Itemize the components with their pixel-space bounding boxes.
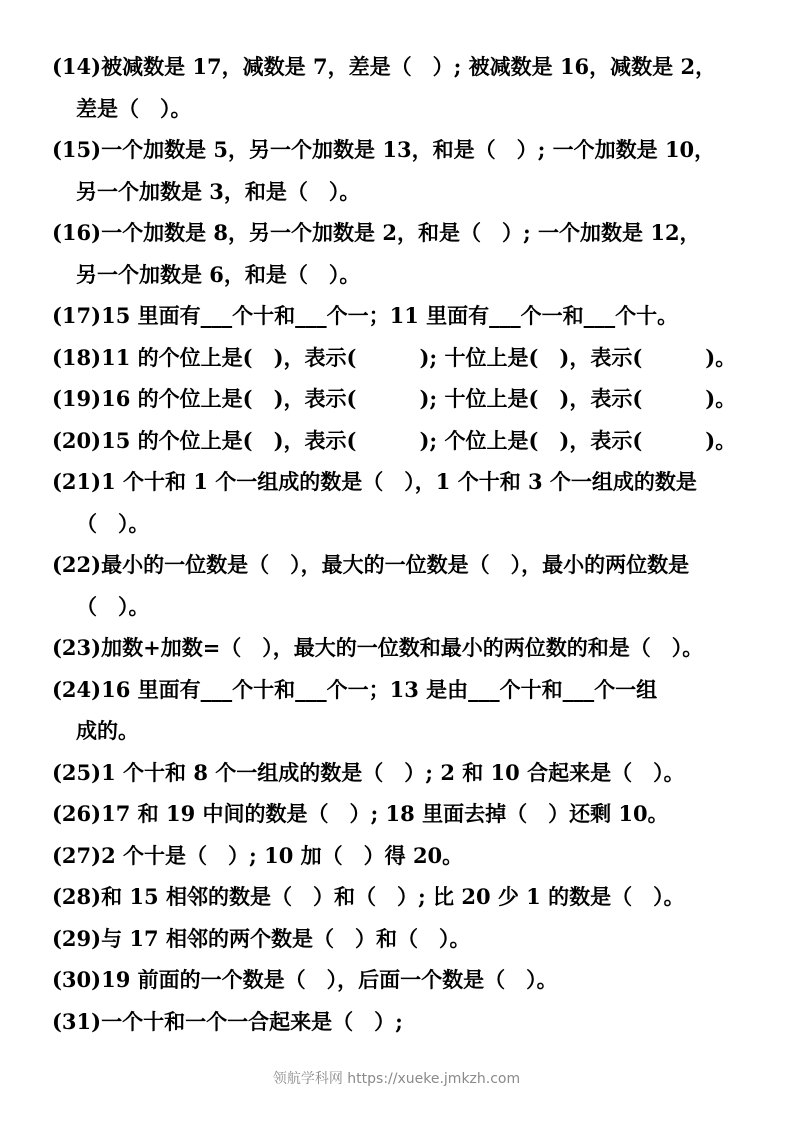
question-number: (19) xyxy=(52,386,102,411)
question-text: 最小的一位数是（ ），最大的一位数是（ ），最小的两位数是 xyxy=(101,552,690,577)
question-item xyxy=(52,835,752,877)
question-number: (21) xyxy=(52,469,102,494)
question-text: 16 里面有___个十和___个一；13 是由___个十和___个一组 xyxy=(101,676,658,702)
question-item xyxy=(52,461,752,544)
question-text: 加数+加数=（ ），最大的一位数和最小的两位数的和是（ ）。 xyxy=(101,635,704,660)
question-text-continued: 另一个加数是 3，和是（ ）。 xyxy=(76,178,361,204)
question-text: 15 的个位上是( )，表示( ); 个位上是( )，表示( )。 xyxy=(101,427,737,453)
question-item xyxy=(52,46,752,129)
question-text: 2 个十是（ ）; 10 加（ ）得 20。 xyxy=(101,842,464,868)
question-item xyxy=(52,669,752,752)
question-number: (24) xyxy=(52,676,102,702)
question-item xyxy=(52,337,752,379)
question-text: 1 个十和 8 个一组成的数是（ ）; 2 和 10 合起来是（ ）。 xyxy=(101,759,685,785)
question-text: 和 15 相邻的数是（ ）和（ ）; 比 20 少 1 的数是（ ）。 xyxy=(101,884,685,909)
footer-watermark: 领航学科网 https://xueke.jmkzh.com xyxy=(272,1071,521,1087)
question-item xyxy=(52,544,752,627)
question-number: (17) xyxy=(52,303,102,328)
question-item xyxy=(52,129,752,212)
question-number: (26) xyxy=(52,801,102,826)
question-number: (29) xyxy=(52,925,102,951)
question-item xyxy=(52,295,752,337)
question-number: (23) xyxy=(52,635,102,660)
question-item xyxy=(52,959,752,1001)
question-item xyxy=(52,378,752,420)
question-number: (25) xyxy=(52,759,102,785)
question-text-continued: 成的。 xyxy=(76,718,139,743)
question-item xyxy=(52,918,752,960)
question-text: 17 和 19 中间的数是（ ）; 18 里面去掉（ ）还剩 10。 xyxy=(101,801,669,826)
question-number: (15) xyxy=(52,137,102,162)
question-item xyxy=(52,420,752,462)
question-text: 一个加数是 8，另一个加数是 2，和是（ ）; 一个加数是 12， xyxy=(101,220,701,245)
question-item xyxy=(52,793,752,835)
question-text-continued: 差是（ ）。 xyxy=(76,95,192,121)
question-text: 11 的个位上是( )，表示( ); 十位上是( )，表示( )。 xyxy=(101,344,737,370)
question-text-continued: 另一个加数是 6，和是（ ）。 xyxy=(76,261,361,287)
question-number: (18) xyxy=(52,344,102,370)
question-item xyxy=(52,876,752,918)
question-list xyxy=(52,46,752,1042)
question-number: (14) xyxy=(52,54,102,79)
question-text: 16 的个位上是( )，表示( ); 十位上是( )，表示( )。 xyxy=(101,386,737,411)
question-item xyxy=(52,752,752,794)
question-item xyxy=(52,627,752,669)
question-item xyxy=(52,1001,752,1043)
question-number: (22) xyxy=(52,552,102,577)
question-text: 一个十和一个一合起来是（ ）; xyxy=(101,1008,403,1034)
question-text-continued: （ ）。 xyxy=(76,593,150,619)
question-item xyxy=(52,212,752,295)
question-number: (16) xyxy=(52,220,102,245)
question-number: (20) xyxy=(52,427,102,453)
question-text: 1 个十和 1 个一组成的数是（ ），1 个十和 3 个一组成的数是 xyxy=(101,469,697,494)
question-text-continued: （ ）。 xyxy=(76,510,150,536)
question-number: (28) xyxy=(52,884,102,909)
question-number: (27) xyxy=(52,842,102,868)
question-number: (31) xyxy=(52,1008,102,1034)
question-text: 一个加数是 5，另一个加数是 13，和是（ ）; 一个加数是 10， xyxy=(101,137,716,162)
question-text: 19 前面的一个数是（ ），后面一个数是（ ）。 xyxy=(101,967,558,992)
question-number: (30) xyxy=(52,967,102,992)
question-text: 被减数是 17，减数是 7，差是（ ）; 被减数是 16，减数是 2， xyxy=(101,54,717,79)
question-text: 与 17 相邻的两个数是（ ）和（ ）。 xyxy=(101,925,471,951)
question-text: 15 里面有___个十和___个一；11 里面有___个一和___个十。 xyxy=(101,303,679,328)
